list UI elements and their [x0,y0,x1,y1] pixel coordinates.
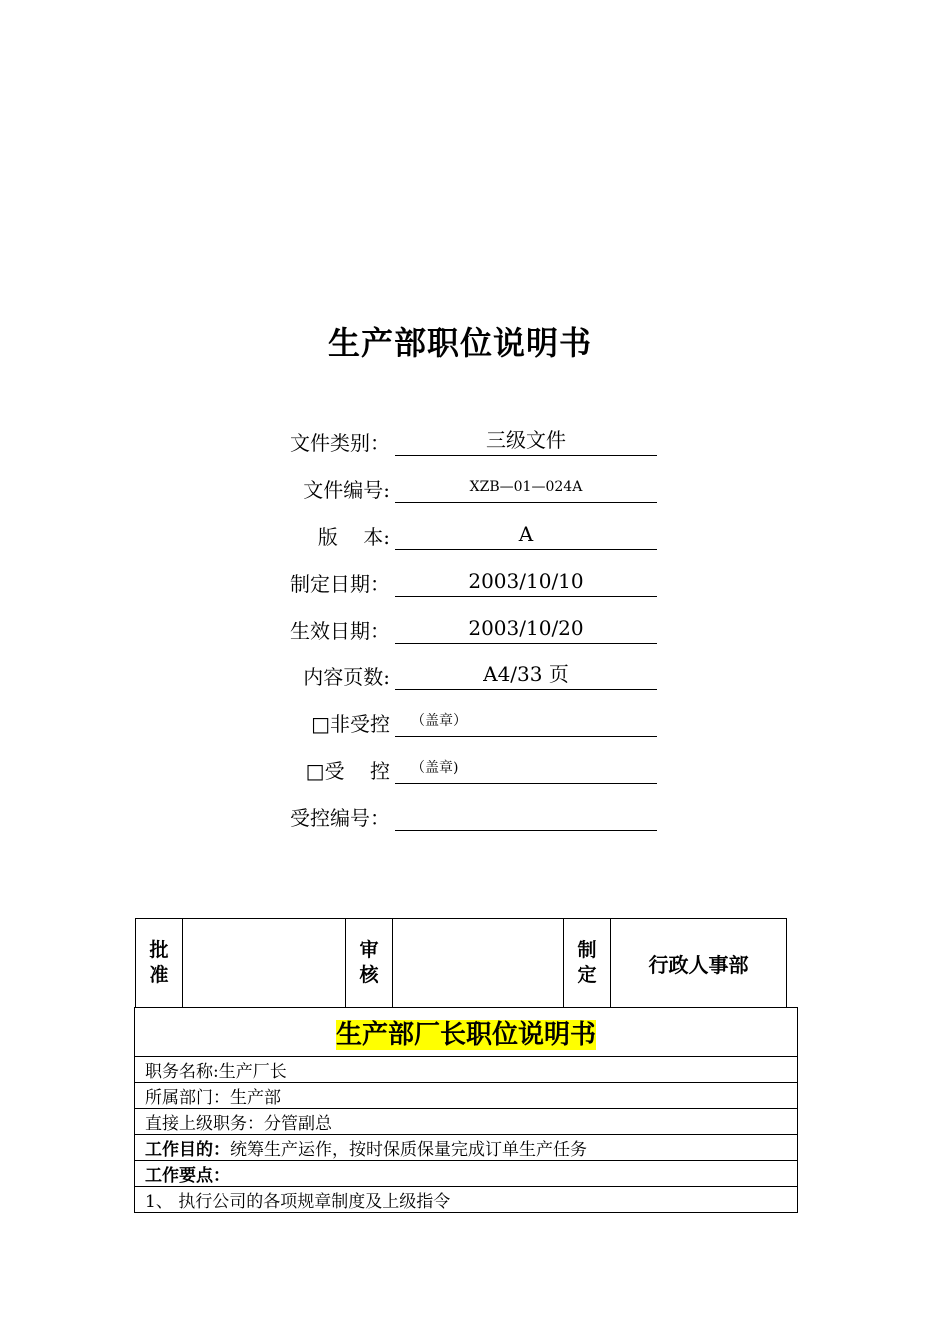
info-row-number [255,472,665,506]
position-title-line: 职务名称:生产厂长 [135,1057,798,1083]
purpose-line [135,1135,798,1161]
info-value: A [395,519,657,550]
info-label: 文件类别： [290,431,390,455]
info-label: □非受控 [311,712,390,736]
info-value [395,800,657,831]
purpose-label: 工作目的： [145,1140,230,1160]
info-label: 版 本: [317,525,390,549]
info-value: 2003/10/10 [395,566,657,597]
info-label: 生效日期： [290,619,390,643]
info-row-controlled [255,753,665,787]
info-value: 三级文件 [395,425,657,456]
info-row-page-count [255,659,665,693]
info-value: A4/33 页 [395,659,657,690]
document-title: 生产部职位说明书 [327,324,592,362]
info-label: 内容页数: [303,665,390,689]
info-label: 受控编号： [290,806,390,830]
info-row-control-number [255,800,665,834]
points-label-cell [135,1161,798,1187]
prepared-by: 行政人事部 [611,919,787,1008]
approve-label: 批 准 [136,919,183,1008]
purpose-text: 统筹生产运作，按时保质保量完成订单生产任务 [230,1140,587,1160]
info-value: （盖章） [395,706,657,737]
position-table [134,1007,798,1213]
review-signature-cell [393,919,564,1008]
info-value: （盖章) [395,753,657,784]
info-label: □受 控 [305,759,390,783]
superior-line: 直接上级职务：分管副总 [135,1109,798,1135]
info-row-uncontrolled [255,706,665,740]
prepare-label: 制 定 [564,919,611,1008]
info-row-version [255,519,665,553]
position-heading-cell [135,1008,798,1057]
review-label: 审 核 [346,919,393,1008]
approve-signature-cell [183,919,346,1008]
points-label: 工作要点： [145,1166,230,1186]
info-row-created-date [255,566,665,600]
info-value: XZB—01—024A [395,472,657,503]
info-label: 文件编号: [303,478,390,502]
info-row-category [255,425,665,459]
approval-table [135,918,787,1008]
list-item: 1、 执行公司的各项规章制度及上级指令 [135,1187,798,1213]
info-row-effective-date [255,613,665,647]
info-label: 制定日期： [290,572,390,596]
info-value: 2003/10/20 [395,613,657,644]
position-heading: 生产部厂长职位说明书 [335,1019,596,1050]
department-line: 所属部门：生产部 [135,1083,798,1109]
